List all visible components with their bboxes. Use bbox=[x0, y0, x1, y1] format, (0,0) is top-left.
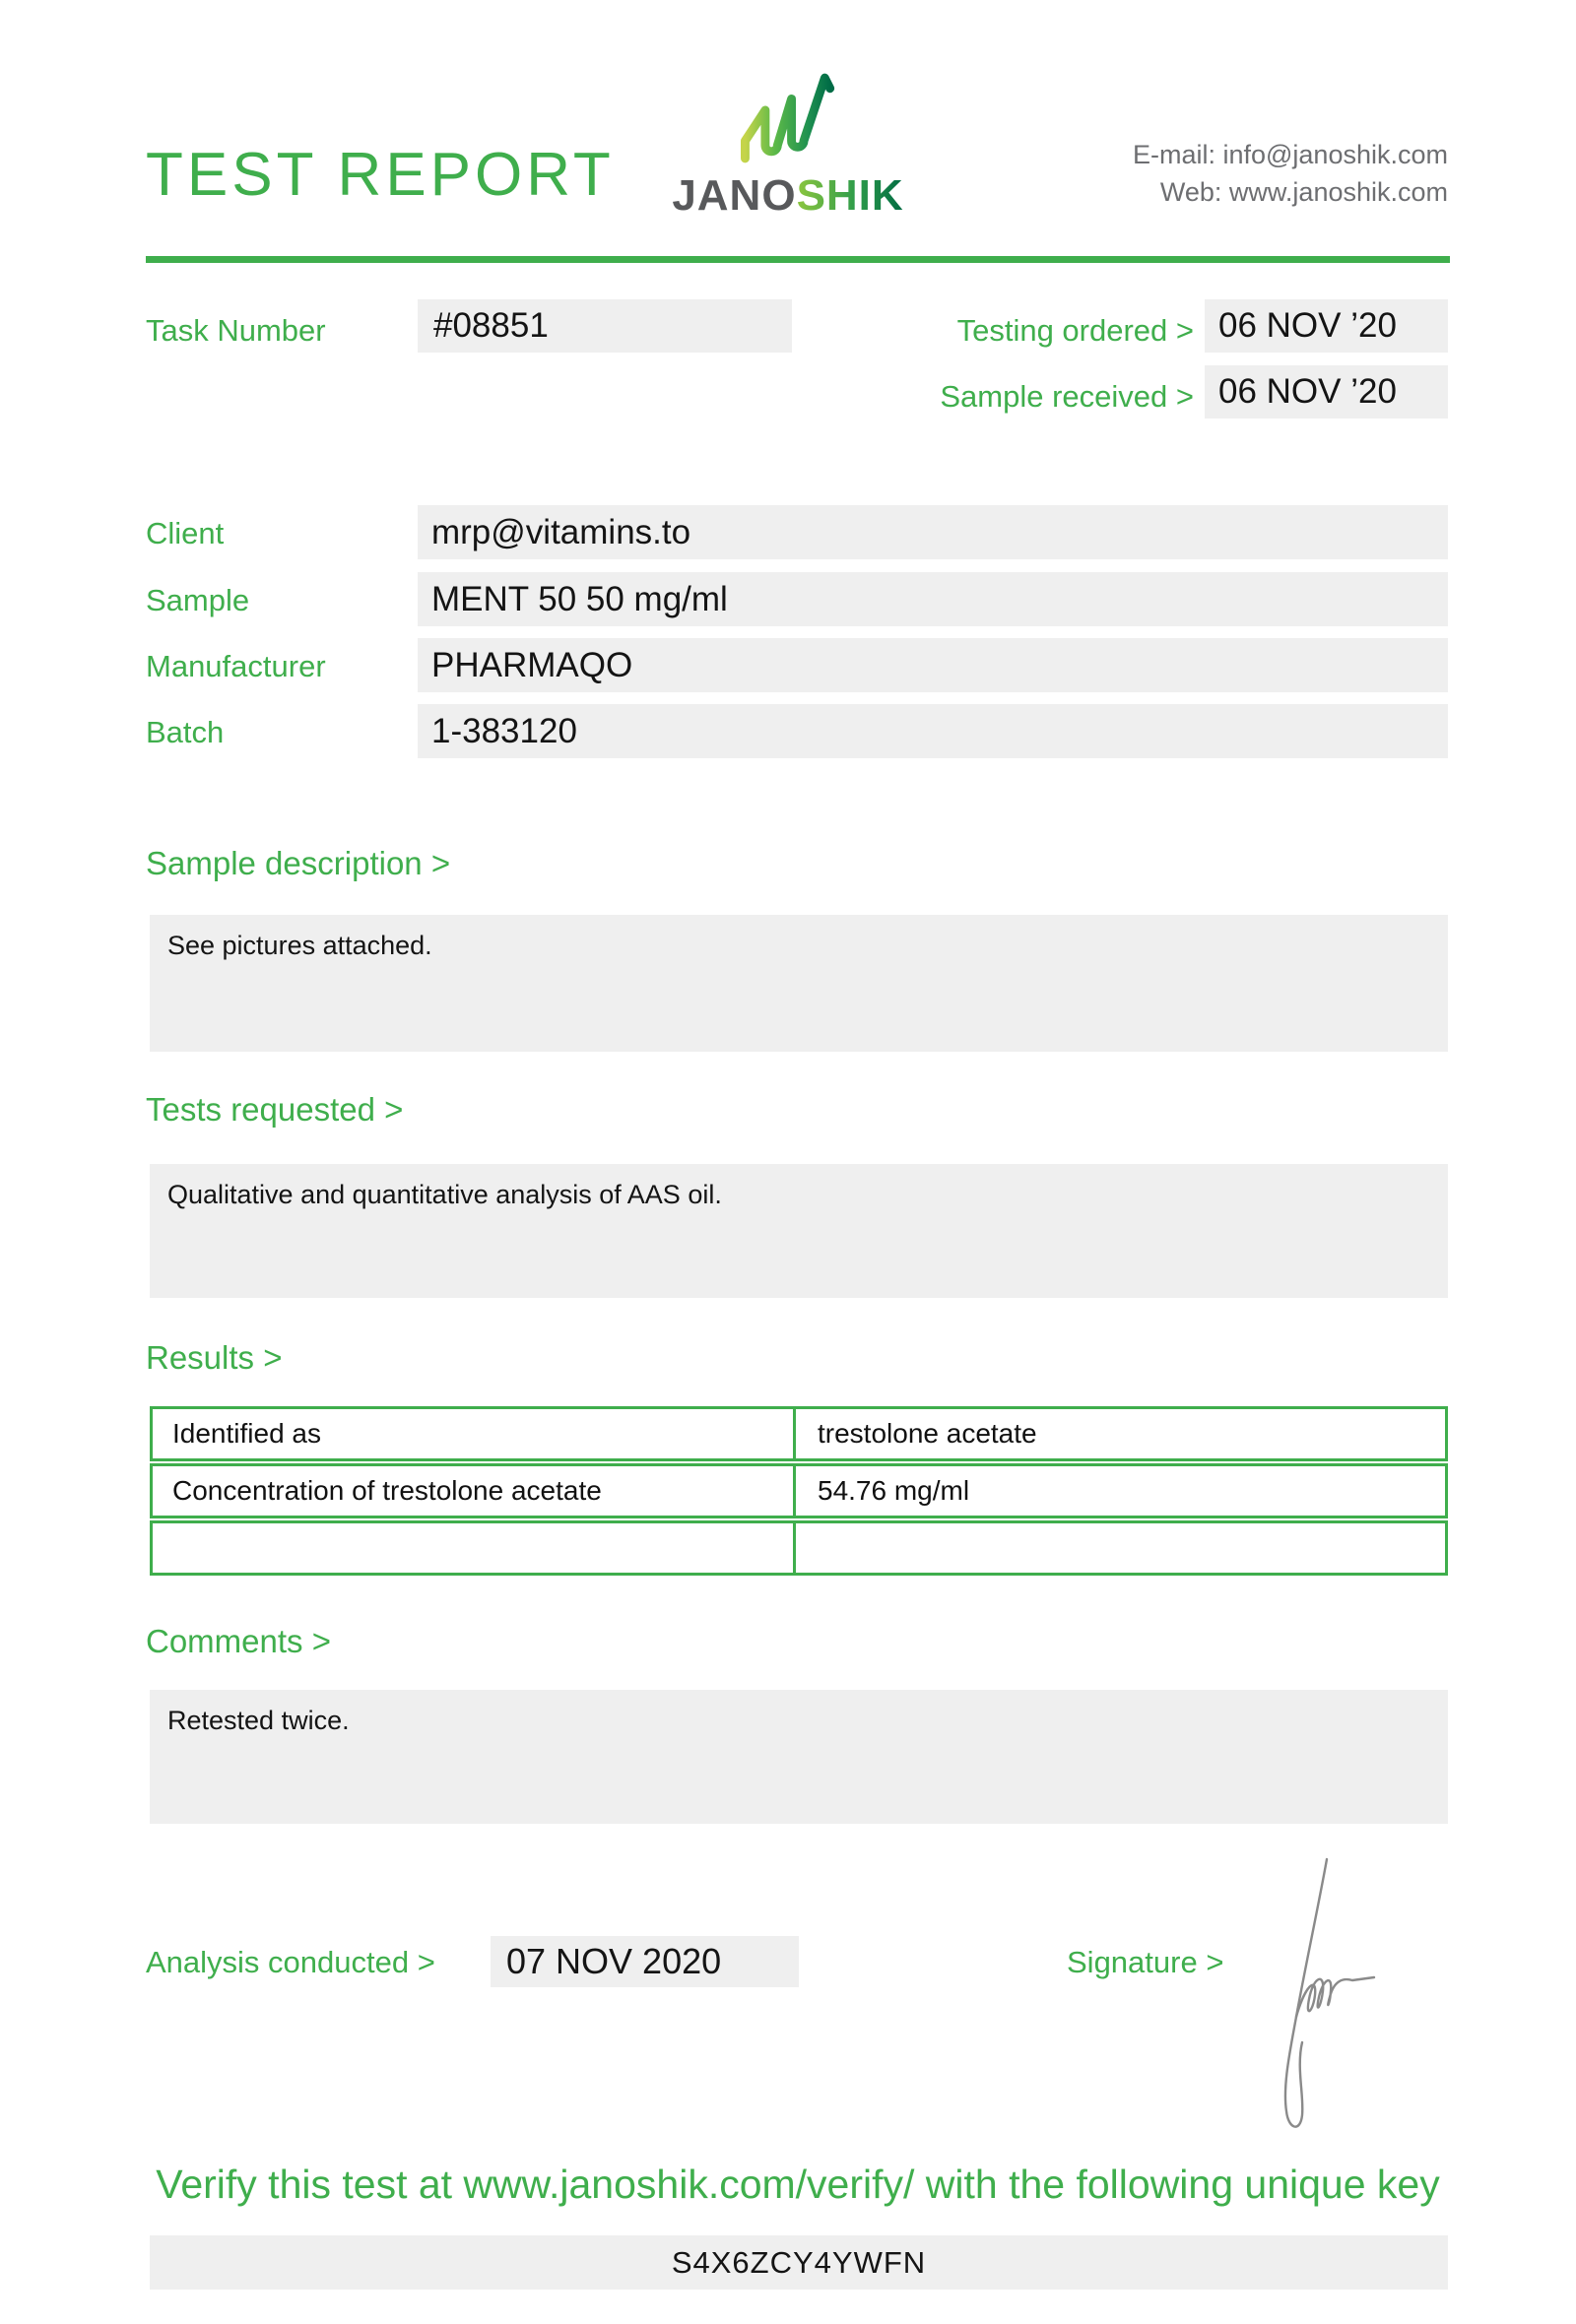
sample-description-box bbox=[150, 915, 1448, 1052]
contact-email: E-mail: info@janoshik.com bbox=[1132, 140, 1448, 169]
result-name-cell bbox=[153, 1523, 796, 1573]
sample-description-heading: Sample description > bbox=[146, 845, 451, 881]
comments-text: Retested twice. bbox=[167, 1706, 350, 1735]
task-number-value: #08851 bbox=[418, 299, 792, 353]
result-value-cell: 54.76 mg/ml bbox=[818, 1475, 970, 1506]
result-value-cell: trestolone acetate bbox=[818, 1418, 1037, 1449]
janoshik-logo bbox=[660, 71, 916, 221]
result-value-cell bbox=[796, 1523, 1445, 1573]
client-value: mrp@vitamins.to bbox=[418, 505, 1448, 559]
manufacturer-value: PHARMAQO bbox=[418, 638, 1448, 692]
page-title: TEST REPORT bbox=[146, 141, 615, 209]
table-row bbox=[150, 1520, 1448, 1576]
verify-key: S4X6ZCY4YWFN bbox=[150, 2235, 1448, 2290]
manufacturer-label: Manufacturer bbox=[146, 649, 326, 683]
logo-word-green: SHIK bbox=[796, 171, 904, 220]
contact-web: Web: www.janoshik.com bbox=[1159, 177, 1448, 207]
comments-box bbox=[150, 1690, 1448, 1824]
header-divider bbox=[146, 256, 1450, 263]
results-heading: Results > bbox=[146, 1339, 283, 1376]
batch-label: Batch bbox=[146, 715, 225, 749]
sample-received-value: 06 NOV ’20 bbox=[1205, 365, 1448, 419]
logo-wordmark bbox=[660, 171, 916, 221]
batch-value: 1-383120 bbox=[418, 704, 1448, 758]
signature-label: Signature > bbox=[1067, 1945, 1224, 1979]
sample-received-label: Sample received > bbox=[940, 379, 1194, 414]
testing-ordered-label: Testing ordered > bbox=[956, 313, 1194, 348]
testing-ordered-value: 06 NOV ’20 bbox=[1205, 299, 1448, 353]
table-row bbox=[150, 1463, 1448, 1518]
tests-requested-text: Qualitative and quantitative analysis of AAS oil. bbox=[167, 1180, 722, 1209]
sample-description-text: See pictures attached. bbox=[167, 931, 432, 960]
trend-chart-icon bbox=[737, 71, 839, 165]
verify-instruction: Verify this test at www.janoshik.com/verify/ with the following unique key bbox=[156, 2162, 1440, 2207]
sample-label: Sample bbox=[146, 583, 250, 617]
result-name-cell: Concentration of trestolone acetate bbox=[153, 1466, 796, 1516]
logo-word-dark: JANO bbox=[672, 171, 797, 220]
analysis-conducted-label: Analysis conducted > bbox=[146, 1945, 435, 1979]
contact-info bbox=[1133, 136, 1448, 211]
results-table bbox=[150, 1406, 1448, 1578]
table-row bbox=[150, 1406, 1448, 1461]
analysis-date-value: 07 NOV 2020 bbox=[491, 1936, 799, 1987]
result-name-cell: Identified as bbox=[153, 1409, 796, 1458]
handwritten-signature bbox=[1266, 1849, 1404, 2145]
sample-value: MENT 50 50 mg/ml bbox=[418, 572, 1448, 626]
tests-requested-box bbox=[150, 1164, 1448, 1298]
task-number-label: Task Number bbox=[146, 313, 326, 348]
comments-heading: Comments > bbox=[146, 1623, 331, 1659]
tests-requested-heading: Tests requested > bbox=[146, 1091, 404, 1128]
client-label: Client bbox=[146, 516, 225, 550]
